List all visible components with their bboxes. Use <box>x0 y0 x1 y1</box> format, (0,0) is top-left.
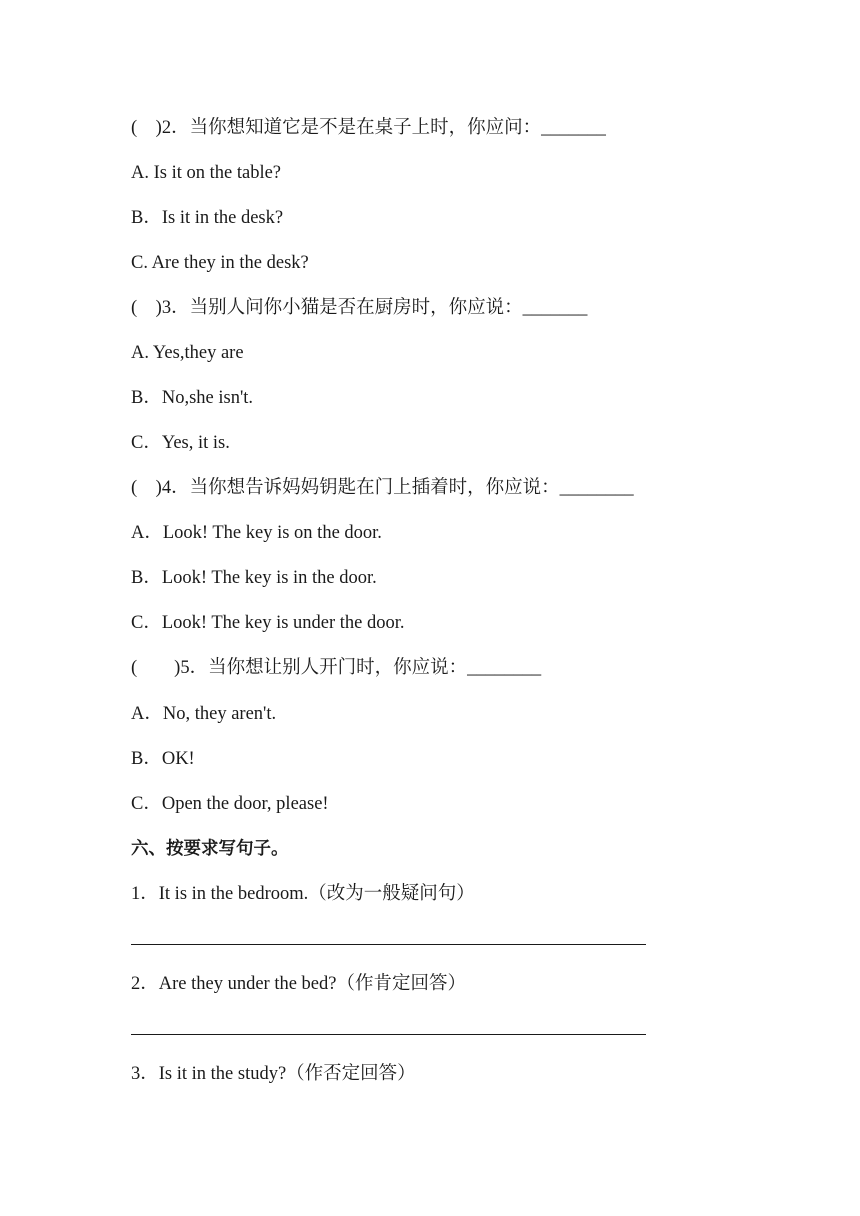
question-4-option-b: B．Look! The key is in the door. <box>131 568 377 588</box>
question-2-option-b: B．Is it in the desk? <box>131 208 284 228</box>
question-2-option-c: C. Are they in the desk? <box>131 253 309 273</box>
question-5-option-c: C．Open the door, please! <box>131 794 329 814</box>
rewrite-item-1: 1．It is in the bedroom.（改为一般疑问句） <box>131 884 475 904</box>
answer-line-1[interactable] <box>131 944 646 945</box>
question-3-option-a: A. Yes,they are <box>131 343 244 363</box>
question-3-option-b: B．No,she isn't. <box>131 388 254 408</box>
question-4-stem: ( )4．当你想告诉妈妈钥匙在门上插着时，你应说：________ <box>131 478 634 498</box>
question-4-option-c: C．Look! The key is under the door. <box>131 613 405 633</box>
section-heading: 六、按要求写句子。 <box>131 839 289 859</box>
rewrite-item-2: 2．Are they under the bed?（作肯定回答） <box>131 974 466 994</box>
answer-line-2[interactable] <box>131 1034 646 1035</box>
rewrite-item-3: 3．Is it in the study?（作否定回答） <box>131 1064 416 1084</box>
question-5-option-b: B．OK! <box>131 749 195 769</box>
question-4-option-a: A．Look! The key is on the door. <box>131 523 382 543</box>
question-5-stem: ( )5．当你想让别人开门时，你应说：________ <box>131 658 542 678</box>
question-5-option-a: A．No, they aren't. <box>131 704 277 724</box>
question-3-stem: ( )3．当别人问你小猫是否在厨房时，你应说：_______ <box>131 298 588 318</box>
question-2-option-a: A. Is it on the table? <box>131 163 282 183</box>
question-2-stem: ( )2．当你想知道它是不是在桌子上时，你应问：_______ <box>131 118 606 138</box>
question-3-option-c: C．Yes, it is. <box>131 433 230 453</box>
